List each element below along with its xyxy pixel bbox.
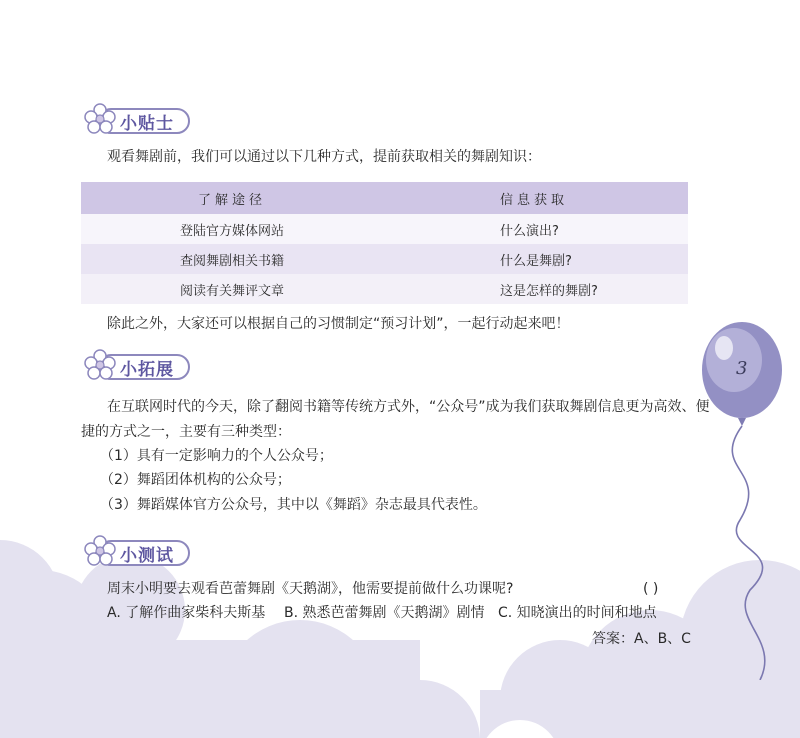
table-header: 了解途径 xyxy=(81,182,383,214)
table-cell: 查阅舞剧相关书籍 xyxy=(81,244,383,274)
extension-line-1: 在互联网时代的今天，除了翻阅书籍等传统方式外，“公众号”成为我们获取舞剧信息更为高效、便 xyxy=(107,399,710,415)
table-row xyxy=(81,214,688,244)
quiz-badge xyxy=(80,532,200,572)
quiz-answer: 答案：A、B、C xyxy=(592,631,691,647)
quiz-option-a: A. 了解作曲家柴科夫斯基 xyxy=(107,605,266,621)
flower-icon xyxy=(80,346,120,386)
table-cell: 什么演出? xyxy=(383,214,688,244)
extension-line-2: 捷的方式之一，主要有三种类型： xyxy=(81,424,291,440)
quiz-option-c: C. 知晓演出的时间和地点 xyxy=(498,605,657,621)
extension-badge xyxy=(80,346,200,386)
table-row xyxy=(81,274,688,304)
table-cell: 阅读有关舞评文章 xyxy=(81,274,383,304)
table-cell: 什么是舞剧? xyxy=(383,244,688,274)
extension-item-3: （3）舞蹈媒体官方公众号，其中以《舞蹈》杂志最具代表性。 xyxy=(100,497,487,513)
table-header: 信息获取 xyxy=(383,182,688,214)
table-header-row xyxy=(81,182,688,214)
tips-badge xyxy=(80,100,200,140)
extension-item-1: （1）具有一定影响力的个人公众号； xyxy=(100,448,333,464)
tips-intro: 观看舞剧前，我们可以通过以下几种方式，提前获取相关的舞剧知识： xyxy=(107,149,541,165)
extension-badge-label: 小拓展 xyxy=(120,360,174,380)
table-row xyxy=(81,244,688,274)
flower-icon xyxy=(80,532,120,572)
quiz-option-b: B. 熟悉芭蕾舞剧《天鹅湖》剧情 xyxy=(284,605,485,621)
tips-outro: 除此之外，大家还可以根据自己的习惯制定“预习计划”，一起行动起来吧！ xyxy=(107,316,570,332)
quiz-question: 周末小明要去观看芭蕾舞剧《天鹅湖》，他需要提前做什么功课呢? xyxy=(107,581,514,597)
quiz-answer-bracket: ( ) xyxy=(643,581,659,597)
tips-badge-label: 小贴士 xyxy=(120,114,174,134)
table-cell: 登陆官方媒体网站 xyxy=(81,214,383,244)
tips-table xyxy=(81,182,688,304)
page-number: 3 xyxy=(736,358,748,379)
table-cell: 这是怎样的舞剧? xyxy=(383,274,688,304)
flower-icon xyxy=(80,100,120,140)
extension-item-2: （2）舞蹈团体机构的公众号； xyxy=(100,472,291,488)
quiz-badge-label: 小测试 xyxy=(120,546,174,566)
